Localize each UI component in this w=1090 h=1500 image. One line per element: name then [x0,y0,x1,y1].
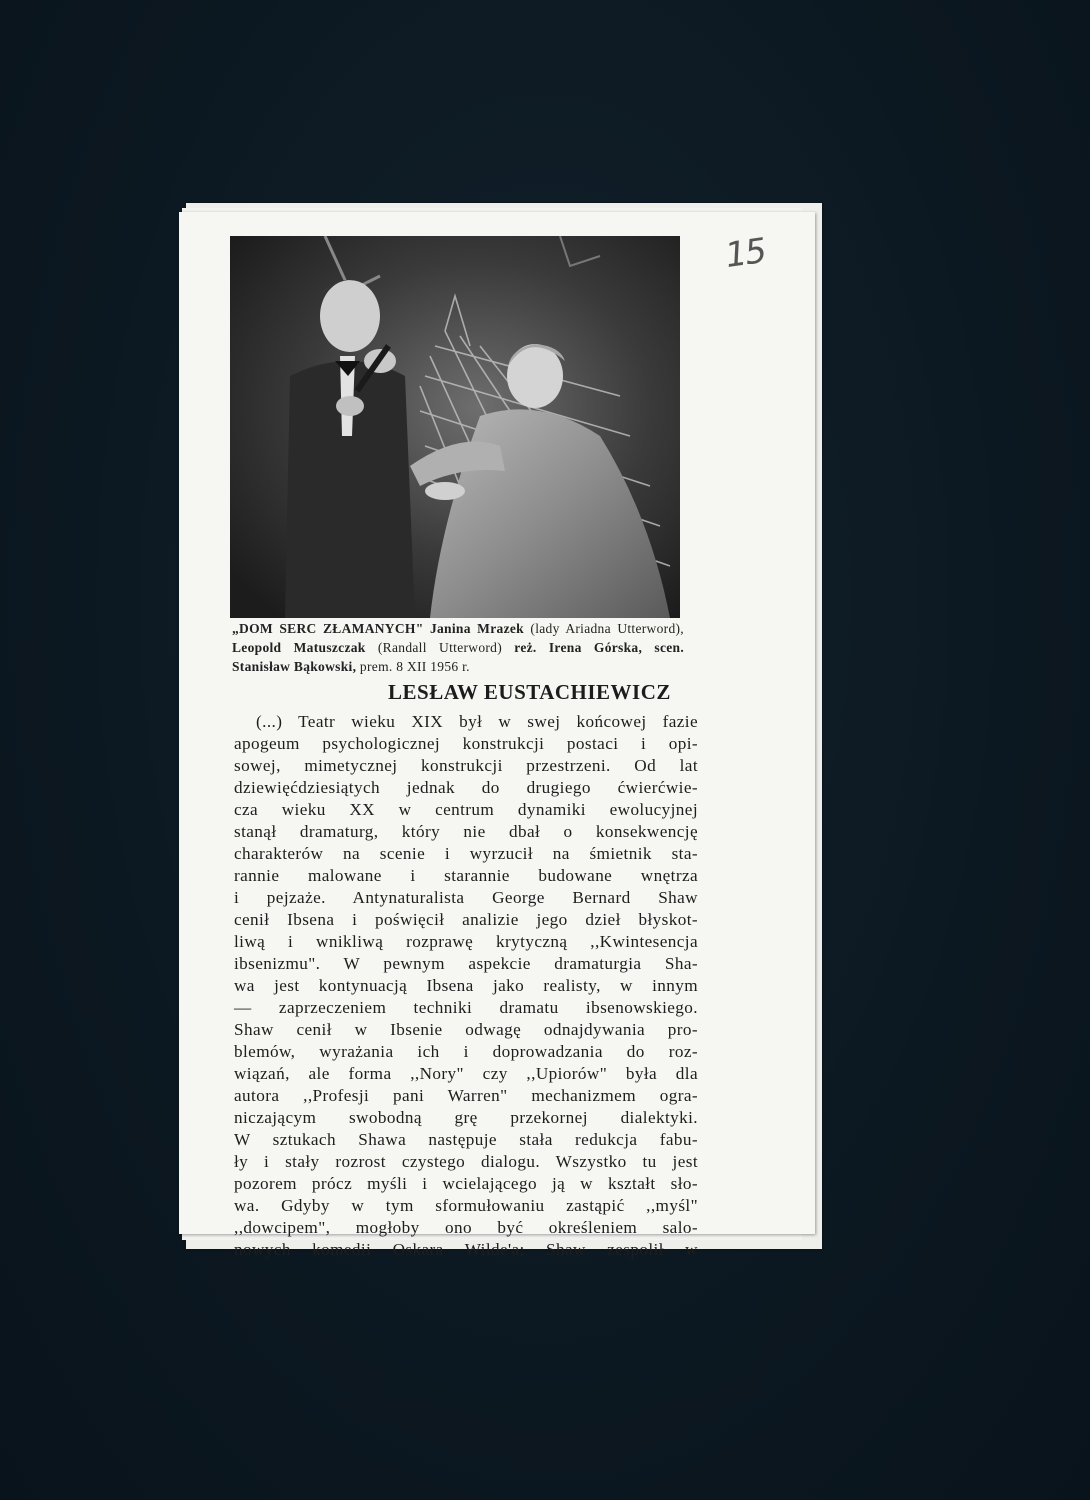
body-line: blemów, wyrażania ich i doprowadzania do roz- [234,1042,698,1061]
body-line: niczającym swobodną grę przekornej dialektyki. [234,1108,698,1127]
body-line: (...) Teatr wieku XIX był w swej końcowej fazie [256,712,698,731]
caption-actor2-name: Leopold Matuszczak [232,640,366,655]
body-line: wa. Gdyby w tym sformułowaniu zastąpić ,,myśl" [234,1196,698,1215]
body-line: sowej, mimetycznej konstrukcji przestrzeni. Od lat [234,756,698,775]
body-line: stanął dramaturg, który nie dbał o konsekwencję [234,822,698,841]
body-line: Shaw cenił w Ibsenie odwagę odnajdywania pro- [234,1020,698,1039]
caption-actor2-role: (Randall Utterword) [365,640,515,655]
body-line: cenił Ibsena i poświęcił analizie jego dzieł błyskot- [234,910,698,929]
body-line: liwą i wnikliwą rozprawę krytyczną ,,Kwintesencja [234,932,698,951]
photo-caption [232,619,684,676]
body-line: wiązań, ale forma ,,Nory" czy ,,Upiorów" była dla [234,1064,698,1083]
caption-premiere: prem. 8 XII 1956 r. [356,659,470,674]
body-line: pozorem prócz myśli i wcielającego ją w kształt sło- [234,1174,698,1193]
body-line: — zaprzeczeniem techniki dramatu ibsenowskiego. [234,998,698,1017]
caption-actor1-role: (lady Ariadna Utterword), [523,621,684,636]
production-photo [230,236,680,618]
body-line: ły i stały rozrost czystego dialogu. Wszystko tu jest [234,1152,698,1171]
body-line: wa jest kontynuacją Ibsena jako realisty, w innym [234,976,698,995]
article-author: LESŁAW EUSTACHIEWICZ [388,680,671,704]
caption-title: „DOM SERC ZŁAMANYCH" [232,621,424,636]
body-line: apogeum psychologicznej konstrukcji postaci i opi- [234,734,698,753]
body-line: W sztukach Shawa następuje stała redukcja fabu- [234,1130,698,1149]
body-line: charakterów na scenie i wyrzucił na śmietnik sta- [234,844,698,863]
article-body [234,711,698,1261]
body-line: rannie malowane i starannie budowane wnętrza [234,866,698,885]
body-line: ibsenizmu". W pewnym aspekcie dramaturgia Sha- [234,954,698,973]
body-line: ,,dowcipem", mogłoby ono być określeniem salo- [234,1218,698,1237]
body-line: dziewięćdziesiątych jednak do drugiego ćwierćwie- [234,778,698,797]
caption-actor1-name: Janina Mrazek [429,621,524,636]
photo-illustration [230,236,680,618]
body-line: nowych komedii Oskara Wilde'a; Shaw zespolił w [234,1240,698,1259]
body-line: autora ,,Profesji pani Warren" mechanizmem ogra- [234,1086,698,1105]
body-line: cza wieku XX w centrum dynamiki ewolucyjnej [234,800,698,819]
caption-director: reż. Irena Górska, scen. Stanisław Bąkowski, [232,640,685,674]
handwritten-page-number: 15 [722,230,768,277]
body-line: i pejzaże. Antynaturalista George Bernard Shaw [234,888,698,907]
